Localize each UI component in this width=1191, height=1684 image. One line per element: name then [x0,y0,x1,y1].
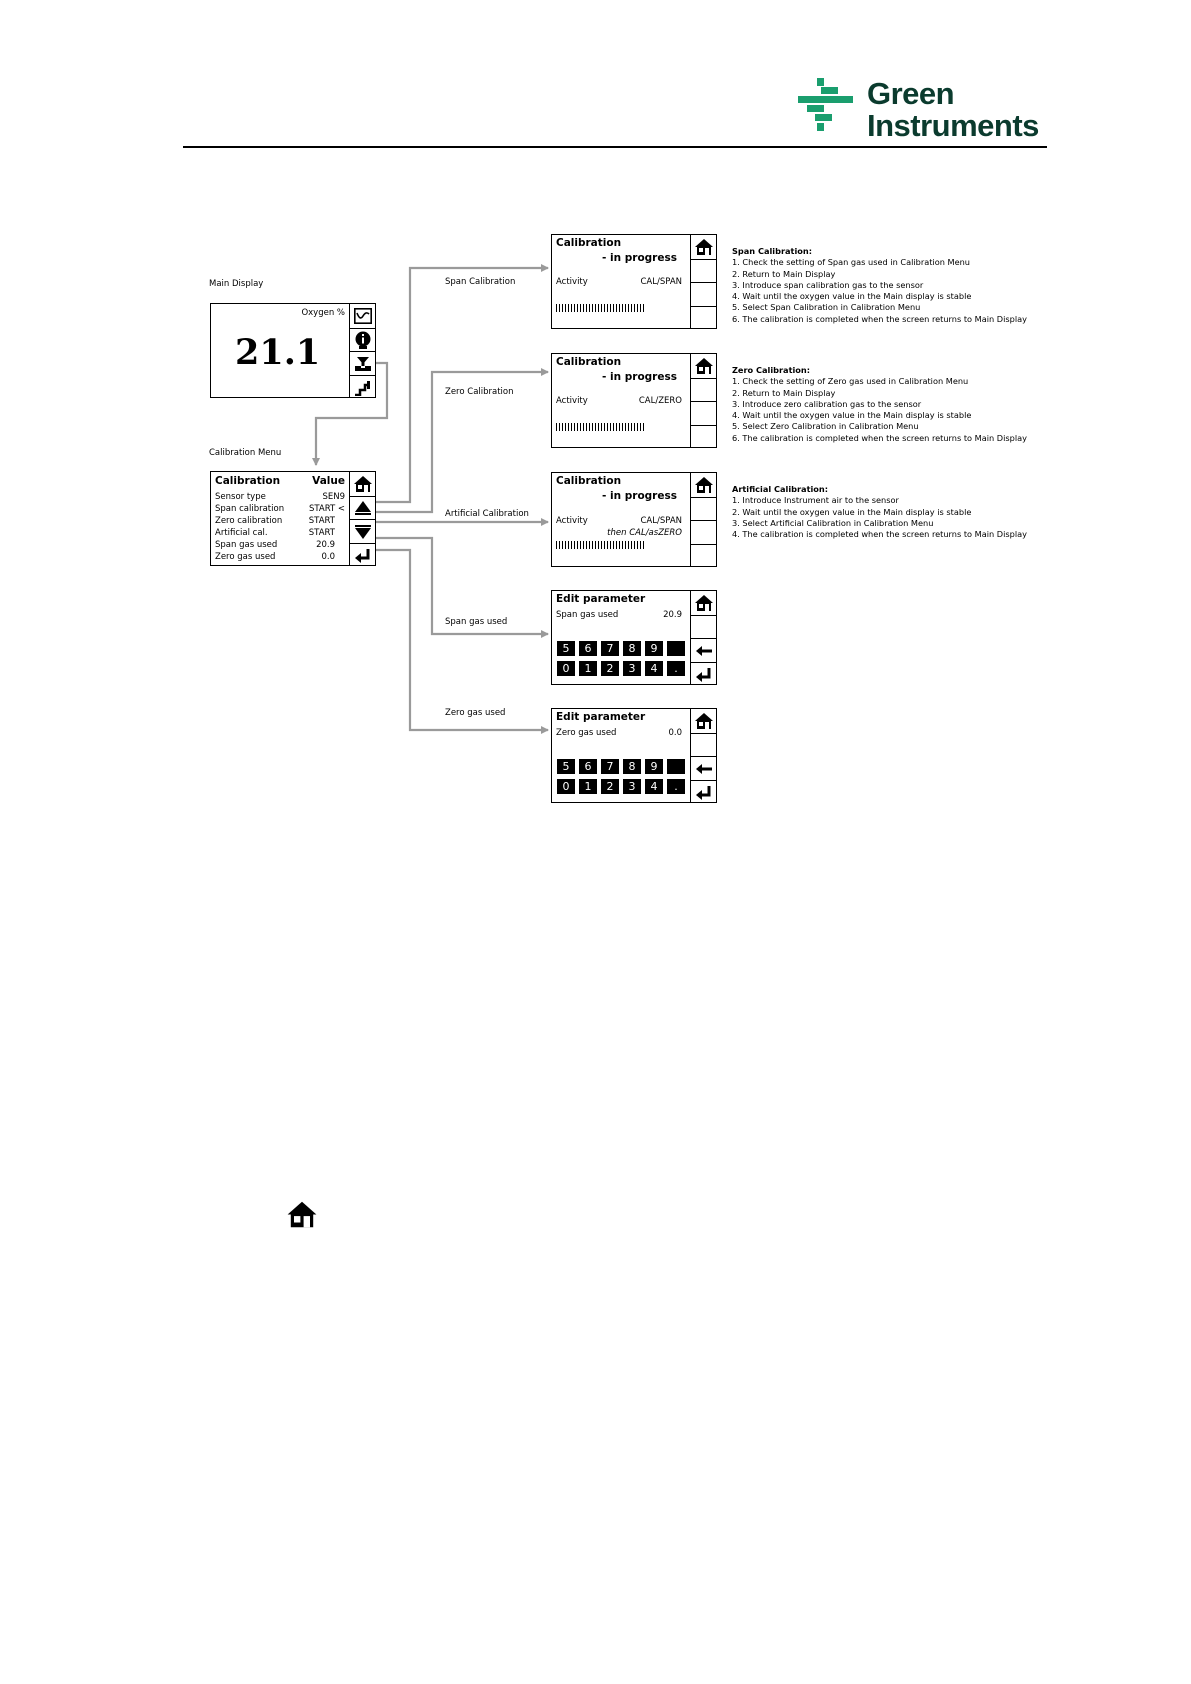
edit-param-value: 20.9 [663,610,682,620]
keypad-key[interactable]: 1 [579,779,597,794]
keypad-key[interactable]: 9 [645,641,663,656]
notes-step: 1. Check the setting of Zero gas used in Calibration Menu [732,376,969,387]
edit-title: Edit parameter [556,593,646,605]
keypad-key[interactable]: 5 [557,641,575,656]
keypad-key-blank[interactable] [667,759,685,774]
screen-title: Calibration [556,356,622,368]
activity-label: Activity [556,396,588,406]
artificial-calibration-screen [551,472,691,567]
zero-gas-used-label: Zero gas used [445,708,506,718]
activity-value: CAL/SPAN [640,277,682,287]
keypad-key[interactable]: 2 [601,779,619,794]
activity-value: CAL/SPAN [640,516,682,526]
keypad-key[interactable]: 6 [579,759,597,774]
keypad-key-decimal[interactable]: . [667,661,685,676]
enter-icon[interactable] [691,780,716,804]
menu-row-name: Span gas used [215,540,278,550]
menu-row-span-gas-used[interactable] [215,540,345,552]
keypad-key[interactable]: 1 [579,661,597,676]
span-calibration-notes [732,246,1027,325]
keypad-key[interactable]: 8 [623,759,641,774]
artificial-calibration-notes [732,484,1027,540]
keypad-key[interactable]: 5 [557,759,575,774]
menu-row-span-calibration[interactable] [215,504,345,516]
home-icon[interactable] [691,473,716,497]
menu-header-value: Value [312,475,345,487]
keypad-key-blank[interactable] [667,641,685,656]
menu-row-value: SEN9 [322,492,345,502]
empty-key [691,520,716,544]
calibration-menu-label: Calibration Menu [209,448,282,458]
notes-step: 5. Select Span Calibration in Calibration Menu [732,302,921,313]
span-screen-icon-column [690,234,717,329]
keypad-key[interactable]: 9 [645,759,663,774]
calibration-menu-icon-column [349,471,376,566]
activity-label: Activity [556,516,588,526]
notes-step: 5. Select Zero Calibration in Calibration Menu [732,421,919,432]
menu-row-name: Artificial cal. [215,528,268,538]
home-icon[interactable] [691,709,716,733]
notes-step: 3. Select Artificial Calibration in Calibration Menu [732,517,934,528]
activity-value-secondary: then CAL/asZERO [607,528,682,538]
menu-row-zero-gas-used[interactable] [215,552,345,564]
home-icon[interactable] [350,472,375,496]
oxygen-unit: Oxygen % [301,308,345,318]
notes-title: Artificial Calibration: [732,484,829,494]
empty-key [691,425,716,449]
keypad-key[interactable]: 7 [601,641,619,656]
trend-icon[interactable] [350,304,375,328]
empty-key [691,497,716,520]
menu-row-value: START [308,516,335,526]
home-icon[interactable] [691,591,716,615]
keypad-key[interactable]: 3 [623,779,641,794]
keypad-key[interactable]: 7 [601,759,619,774]
home-icon[interactable] [691,354,716,378]
empty-key [691,401,716,425]
main-display-screen [210,303,350,398]
edit-title: Edit parameter [556,711,646,723]
oxygen-value: 21.1 [235,332,321,373]
notes-step: 6. The calibration is completed when the screen returns to Main Display [732,432,1027,443]
screen-subtitle: - in progress [602,371,677,383]
span-calibration-screen [551,234,691,329]
notes-title: Span Calibration: [732,246,812,256]
info-icon[interactable] [350,328,375,351]
up-arrow-icon[interactable] [350,496,375,519]
notes-step: 3. Introduce zero calibration gas to the sensor [732,398,922,409]
zero-calibration-notes [732,365,1027,444]
calibration-icon[interactable] [350,351,375,375]
notes-title: Zero Calibration: [732,365,811,375]
notes-step: 2. Wait until the oxygen value in the Main display is stable [732,506,972,517]
home-icon[interactable] [691,235,716,259]
edit-zero-icon-column [690,708,717,803]
edit-span-gas-screen [551,590,691,685]
keypad-key[interactable]: 0 [557,779,575,794]
artificial-screen-icon-column [690,472,717,567]
menu-row-value: 0.0 [321,552,335,562]
notes-step: 4. Wait until the oxygen value in the Main display is stable [732,410,972,421]
calibration-menu-screen [210,471,350,566]
backspace-icon[interactable] [691,756,716,780]
backspace-icon[interactable] [691,638,716,662]
menu-header-name: Calibration [215,475,281,487]
empty-key [691,378,716,401]
brand-name-line1: Green [867,76,955,111]
brand-name-line2: Instruments [867,108,1039,143]
menu-row-value: START < [308,504,345,514]
notes-step: 6. The calibration is completed when the screen returns to Main Display [732,313,1027,324]
notes-step: 3. Introduce span calibration gas to the sensor [732,279,924,290]
span-calibration-label: Span Calibration [445,277,516,287]
screen-subtitle: - in progress [602,490,677,502]
empty-key [691,615,716,638]
keypad-key[interactable]: 3 [623,661,641,676]
edit-param-name: Zero gas used [556,728,617,738]
notes-step: 4. The calibration is completed when the screen returns to Main Display [732,529,1027,540]
notes-step: 1. Check the setting of Span gas used in Calibration Menu [732,257,970,268]
progress-bar [556,423,644,431]
down-arrow-icon[interactable] [350,519,375,543]
screen-title: Calibration [556,237,622,249]
screen-subtitle: - in progress [602,252,677,264]
menu-row-name: Zero calibration [215,516,283,526]
zero-calibration-screen [551,353,691,448]
empty-key [691,282,716,306]
enter-icon[interactable] [350,543,375,567]
keypad-key[interactable]: 6 [579,641,597,656]
zero-calibration-label: Zero Calibration [445,387,514,397]
edit-param-value: 0.0 [668,728,682,738]
menu-row-sensor-type[interactable] [215,492,345,504]
main-display-icon-column [349,303,376,398]
empty-key [691,259,716,282]
menu-row-name: Span calibration [215,504,285,514]
keypad-key[interactable]: 4 [645,661,663,676]
activity-label: Activity [556,277,588,287]
empty-key [691,733,716,756]
main-display-label: Main Display [209,279,264,289]
notes-step: 4. Wait until the oxygen value in the Main display is stable [732,291,972,302]
notes-step: 2. Return to Main Display [732,387,836,398]
settings-icon[interactable] [350,375,375,399]
menu-row-zero-calibration[interactable] [215,516,345,528]
empty-key [691,544,716,568]
menu-row-name: Zero gas used [215,552,276,562]
progress-bar [556,304,644,312]
home-icon [286,1200,318,1229]
edit-zero-gas-screen [551,708,691,803]
menu-row-value: START [308,528,335,538]
keypad-key[interactable]: 8 [623,641,641,656]
progress-bar [556,541,644,549]
zero-screen-icon-column [690,353,717,448]
notes-step: 2. Return to Main Display [732,268,836,279]
enter-icon[interactable] [691,662,716,686]
keypad-key[interactable]: 2 [601,661,619,676]
menu-row-name: Sensor type [215,492,266,502]
screen-title: Calibration [556,475,622,487]
empty-key [691,306,716,330]
keypad-key[interactable]: 0 [557,661,575,676]
menu-row-artificial-cal[interactable] [215,528,345,540]
span-gas-used-label: Span gas used [445,617,508,627]
notes-step: 1. Introduce Instrument air to the sensor [732,495,899,506]
activity-value: CAL/ZERO [638,396,682,406]
artificial-calibration-label: Artificial Calibration [445,509,529,519]
keypad-key-decimal[interactable]: . [667,779,685,794]
keypad-key[interactable]: 4 [645,779,663,794]
edit-span-icon-column [690,590,717,685]
menu-row-value: 20.9 [316,540,335,550]
edit-param-name: Span gas used [556,610,619,620]
